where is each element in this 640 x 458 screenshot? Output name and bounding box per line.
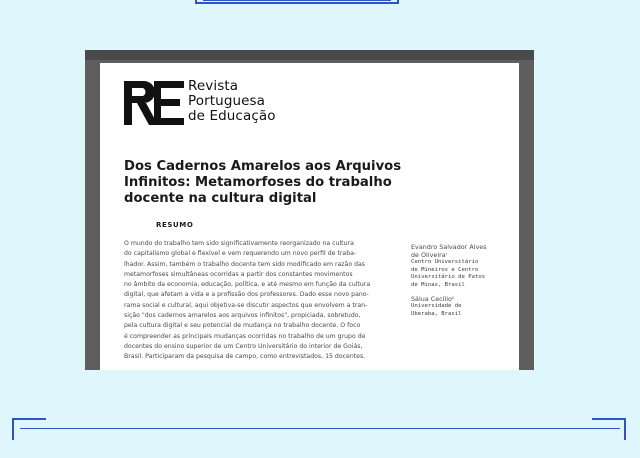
abstract-line: é compreender as principais mudanças ocorridas no trabalho de um grupo de (124, 332, 366, 340)
article-title (124, 159, 414, 207)
author-affiliation: Uberaba, Brasil (411, 310, 462, 317)
viewer-toolbar (85, 50, 534, 60)
abstract-line: digital, que afetam a vida e a profissão dos professores. Dado esse novo pano- (124, 291, 369, 299)
bottom-divider (20, 428, 620, 429)
document-viewer[interactable] (85, 50, 534, 370)
journal-name-line: Revista (188, 78, 239, 94)
author-name: Evandro Salvador Alves (411, 243, 487, 251)
document-page (100, 63, 519, 370)
frame-corner-right (592, 418, 626, 440)
abstract-line: rama social e cultural, aqui objetiva-se discutir aspectos que envolvem a tran- (124, 301, 368, 309)
bottom-decorative-frame (12, 418, 626, 458)
section-heading-resumo: RESUMO (156, 221, 194, 229)
abstract-line: no âmbito da economia, educação, política, e até mesmo em função da cultura (124, 281, 371, 289)
abstract-text (124, 239, 372, 363)
abstract-line: O mundo do trabalho tem sido significativamente reorganizado na cultura (124, 240, 354, 247)
author-name: Sálua Cecílioⁱⁱ (411, 295, 455, 304)
author-affiliation: de Minas, Brasil (411, 281, 465, 288)
author-block (411, 295, 515, 318)
author-name: de Oliveiraⁱ (411, 251, 447, 259)
title-line: docente na cultura digital (124, 191, 317, 206)
journal-name-line: Portuguesa (188, 93, 266, 109)
abstract-line: sição "dos cadernos amarelos aos arquivos infinitos", propiciada, sobretudo, (124, 312, 361, 320)
title-line: Dos Cadernos Amarelos aos Arquivos (124, 159, 402, 174)
abstract-line: do capitalismo global e flexível e vem requerendo um novo perfil de traba- (124, 250, 357, 258)
journal-logo (124, 80, 186, 126)
abstract-line: Brasil. Participaram da pesquisa de campo, como entrevistados, 15 docentes. (124, 353, 366, 361)
title-line: Infinitos: Metamorfoses do trabalho (124, 175, 392, 190)
author-affiliation: Centro Universitário (411, 259, 479, 265)
author-affiliation: de Mineiros e Centro (411, 266, 479, 273)
abstract-line: docentes do ensino superior de um Centro Universitário do interior de Goiás, (124, 342, 363, 350)
abstract-line: lhador. Assim, também o trabalho docente tem sido modificado em razão das (124, 260, 366, 268)
journal-name (188, 79, 276, 124)
author-affiliation: Universitário de Patos (411, 274, 486, 281)
author-affiliation: Universidade de (411, 303, 462, 310)
journal-name-line: de Educação (188, 108, 276, 124)
abstract-line: metamorfoses simultâneas ocorridas a partir dos constantes movimentos (124, 270, 353, 278)
abstract-line: pela cultura digital e seu potencial de mudança no trabalho docente. O foco (124, 322, 361, 330)
top-decorative-bracket (195, 0, 399, 4)
frame-corner-left (12, 418, 46, 440)
author-block (411, 243, 515, 289)
author-list (411, 243, 515, 319)
